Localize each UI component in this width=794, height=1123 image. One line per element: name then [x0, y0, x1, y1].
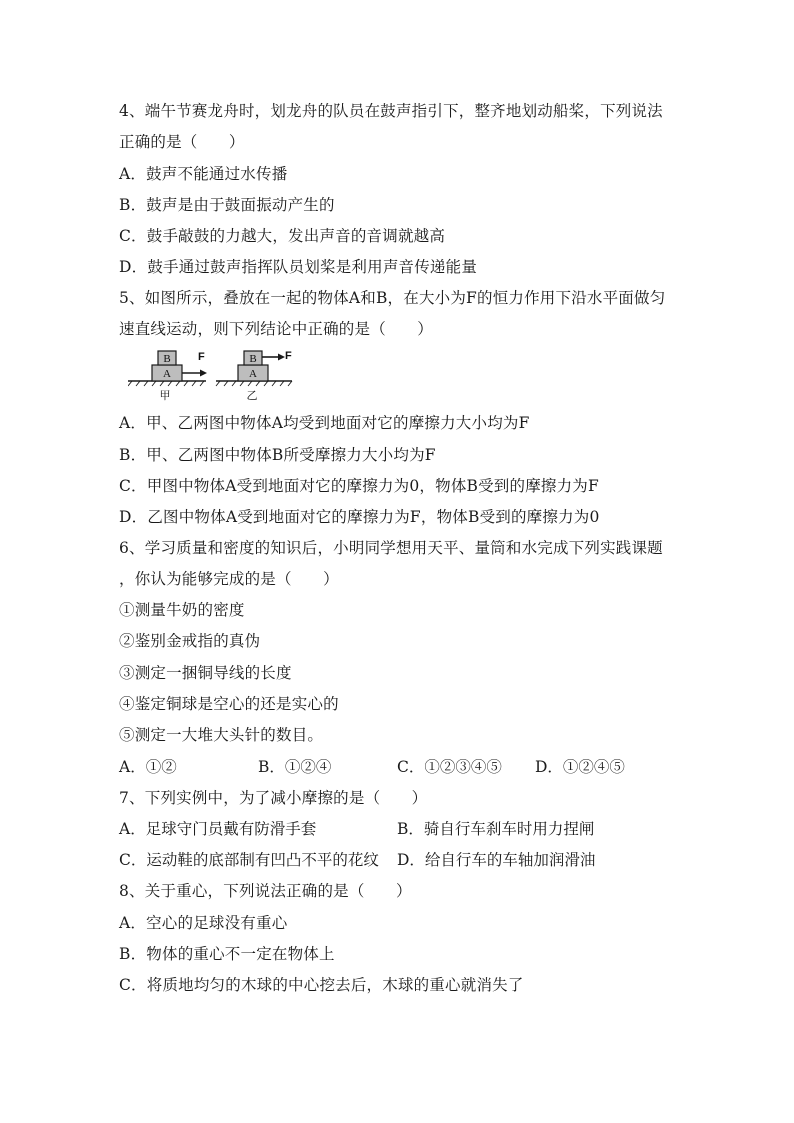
q6-stem-line1: 6、学习质量和密度的知识后，小明同学想用天平、量筒和水完成下列实践课题: [119, 539, 663, 557]
q8-stem: 8、关于重心，下列说法正确的是（ ）: [119, 882, 412, 900]
blocks-diagram: [128, 346, 298, 402]
q5-option-c: C．甲图中物体A受到地面对它的摩擦力为0，物体B受到的摩擦力为F: [119, 477, 599, 495]
block-a-label: A: [163, 368, 171, 380]
q6-item-1: ①测量牛奶的密度: [119, 601, 245, 619]
block-a-label: A: [249, 368, 257, 380]
q6-item-4: ④鉴定铜球是空心的还是实心的: [119, 695, 339, 713]
q6-option-c: C．①②③④⑤: [397, 758, 502, 776]
q6-option-a: A．①②: [119, 758, 177, 776]
q4-option-a: A．鼓声不能通过水传播: [119, 165, 288, 183]
block-b-label: B: [163, 353, 171, 365]
block-b-label: B: [249, 353, 257, 365]
q7-option-a: A．足球守门员戴有防滑手套: [119, 820, 317, 838]
q5-stem-line2: 速直线运动，则下列结论中正确的是（ ）: [119, 320, 434, 338]
q5-option-b: B．甲、乙两图中物体B所受摩擦力大小均为F: [119, 446, 436, 464]
force-label: F: [198, 351, 205, 363]
q5-figure: [128, 346, 298, 402]
figure-right: [216, 350, 292, 402]
q8-option-c: C．将质地均匀的木球的中心挖去后，木球的重心就消失了: [119, 976, 524, 994]
q4-option-d: D．鼓手通过鼓声指挥队员划桨是利用声音传递能量: [119, 258, 478, 276]
q8-option-a: A．空心的足球没有重心: [119, 914, 288, 932]
q6-option-d: D．①②④⑤: [535, 758, 625, 776]
q6-item-5: ⑤测定一大堆大头针的数目。: [119, 726, 324, 744]
caption-yi: 乙: [246, 389, 258, 402]
q8-option-b: B．物体的重心不一定在物体上: [119, 945, 335, 963]
q5-stem-line1: 5、如图所示，叠放在一起的物体A和B，在大小为F的恒力作用下沿水平面做匀: [119, 289, 666, 307]
caption-jia: 甲: [159, 389, 171, 402]
q7-option-b: B．骑自行车刹车时用力捏闸: [397, 820, 595, 838]
q7-option-d: D．给自行车的车轴加润滑油: [397, 851, 596, 869]
q7-option-c: C．运动鞋的底部制有凹凸不平的花纹: [119, 851, 379, 869]
q6-option-b: B．①②④: [258, 758, 332, 776]
figure-left: [128, 351, 207, 402]
q5-option-a: A．甲、乙两图中物体A均受到地面对它的摩擦力大小均为F: [119, 414, 530, 432]
arrow-head-icon: [200, 370, 207, 377]
q6-item-3: ③测定一捆铜导线的长度: [119, 664, 292, 682]
q4-option-c: C．鼓手敲鼓的力越大，发出声音的音调就越高: [119, 227, 446, 245]
force-label: F: [285, 350, 292, 362]
arrow-head-icon: [278, 354, 285, 361]
q6-stem-line2: ，你认为能够完成的是（ ）: [119, 570, 339, 588]
q6-item-2: ②鉴别金戒指的真伪: [119, 632, 261, 650]
q4-stem-line2: 正确的是（ ）: [119, 133, 245, 151]
q5-option-d: D．乙图中物体A受到地面对它的摩擦力为F，物体B受到的摩擦力为0: [119, 508, 600, 526]
q4-option-b: B．鼓声是由于鼓面振动产生的: [119, 196, 335, 214]
q7-stem: 7、下列实例中，为了减小摩擦的是（ ）: [119, 789, 428, 807]
q4-stem-line1: 4、端午节赛龙舟时，划龙舟的队员在鼓声指引下，整齐地划动船桨，下列说法: [119, 102, 663, 120]
